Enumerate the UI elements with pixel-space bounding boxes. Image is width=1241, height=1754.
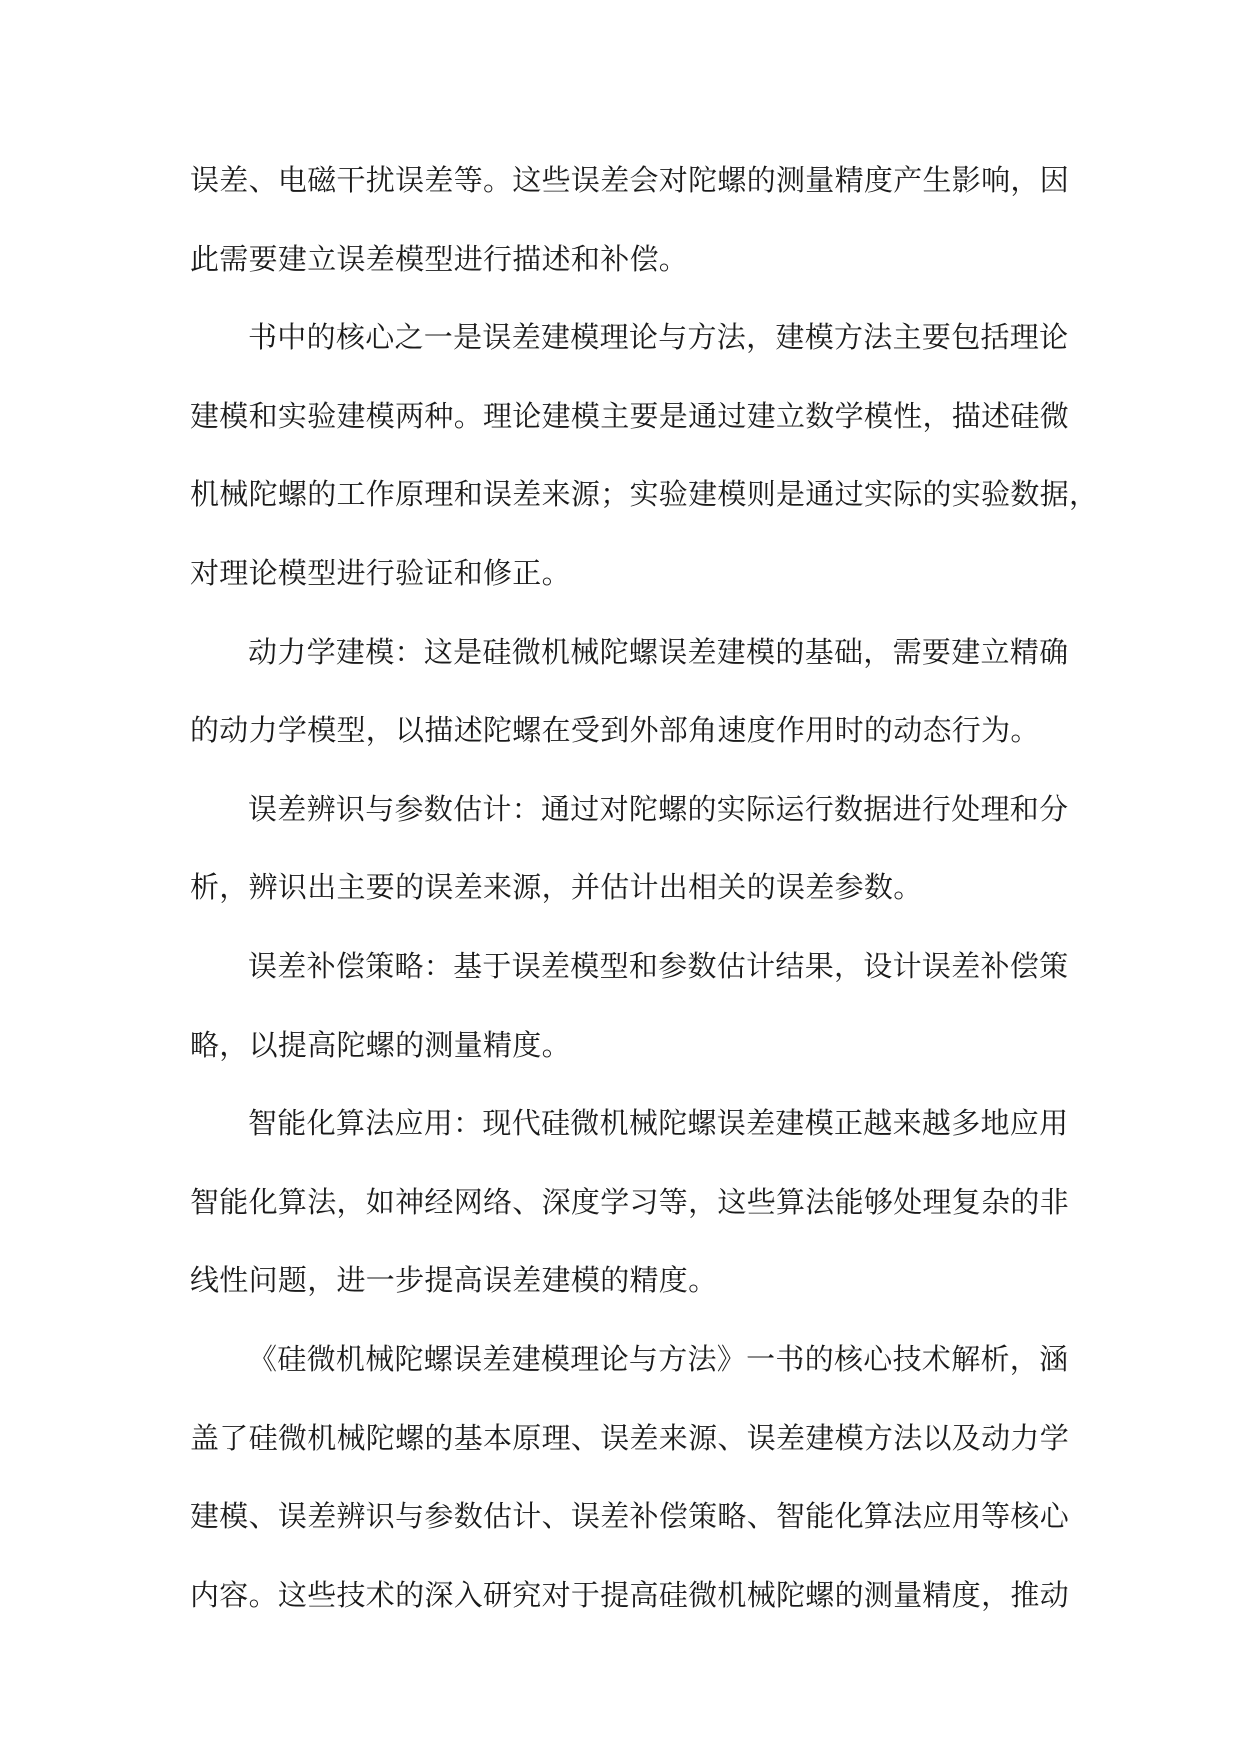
paragraph-1	[190, 141, 1070, 298]
paragraph-2	[190, 298, 1099, 612]
text-line: 误差辨识与参数估计：通过对陀螺的实际运行数据进行处理和分	[248, 791, 1069, 826]
paragraph-6	[190, 1084, 1070, 1320]
text-line: 书中的核心之一是误差建模理论与方法，建模方法主要包括理论	[248, 320, 1069, 355]
paragraph-5	[190, 927, 1069, 1084]
text-line: 盖了硅微机械陀螺的基本原理、误差来源、误差建模方法以及动力学	[190, 1420, 1070, 1455]
text-line: 建模和实验建模两种。理论建模主要是通过建立数学模性，描述硅微	[190, 398, 1070, 433]
text-line: 智能化算法，如神经网络、深度学习等，这些算法能够处理复杂的非	[190, 1184, 1070, 1219]
text-line: 智能化算法应用：现代硅微机械陀螺误差建模正越来越多地应用	[248, 1106, 1069, 1141]
paragraph-7	[190, 1320, 1070, 1634]
text-line: 的动力学模型，以描述陀螺在受到外部角速度作用时的动态行为。	[190, 713, 1040, 748]
text-line: 建模、误差辨识与参数估计、误差补偿策略、智能化算法应用等核心	[190, 1499, 1070, 1534]
text-line: 线性问题，进一步提高误差建模的精度。	[190, 1263, 718, 1298]
text-line: 析，辨识出主要的误差来源，并估计出相关的误差参数。	[190, 870, 923, 905]
text-line: 动力学建模：这是硅微机械陀螺误差建模的基础，需要建立精确	[248, 634, 1069, 669]
body-text	[190, 141, 1099, 1634]
text-line: 机械陀螺的工作原理和误差来源；实验建模则是通过实际的实验数据，	[190, 477, 1099, 512]
text-line: 内容。这些技术的深入研究对于提高硅微机械陀螺的测量精度，推动	[190, 1577, 1070, 1612]
paragraph-4	[190, 770, 1069, 927]
text-line: 此需要建立误差模型进行描述和补偿。	[190, 241, 689, 276]
text-line: 对理论模型进行验证和修正。	[190, 555, 571, 590]
text-line: 误差补偿策略：基于误差模型和参数估计结果，设计误差补偿策	[248, 948, 1069, 983]
paragraph-3	[190, 613, 1069, 770]
text-line: 误差、电磁干扰误差等。这些误差会对陀螺的测量精度产生影响，因	[190, 163, 1070, 197]
text-line: 略，以提高陀螺的测量精度。	[190, 1027, 571, 1062]
text-line: 《硅微机械陀螺误差建模理论与方法》一书的核心技术解析，涵	[248, 1341, 1069, 1376]
